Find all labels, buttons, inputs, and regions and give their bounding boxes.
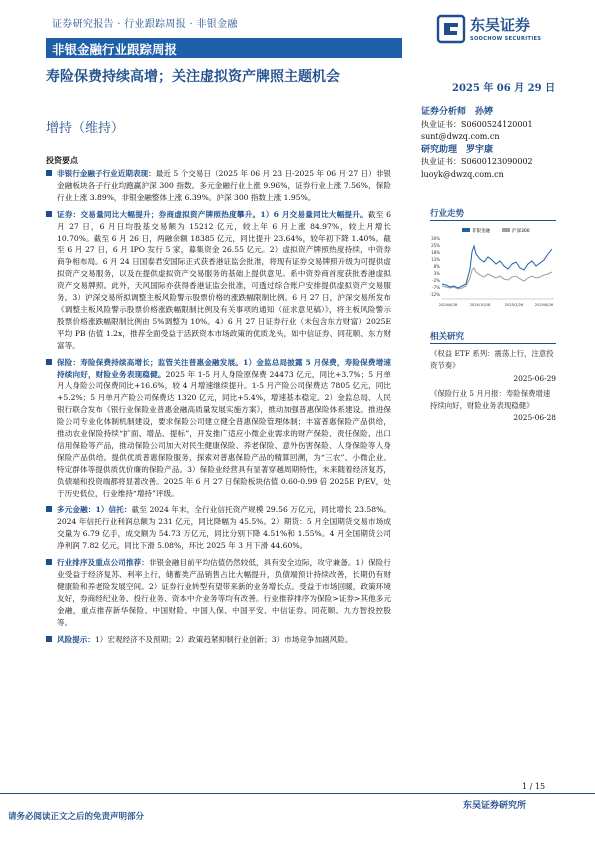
- ytick: 13%: [431, 257, 440, 262]
- invest-heading: 投资要点: [46, 155, 78, 165]
- ytick: 25%: [431, 243, 440, 248]
- point-lead: 风险提示：: [57, 634, 95, 644]
- xtick: 2025/6/26: [534, 303, 554, 307]
- point-lead: 行业排序及重点公司推荐：: [57, 558, 149, 568]
- point-insurance: [46, 357, 391, 500]
- divider: [430, 220, 556, 221]
- analyst-block: [421, 106, 561, 181]
- ytick: 18%: [431, 250, 440, 255]
- related-item[interactable]: [430, 348, 556, 385]
- point-performance: [46, 168, 391, 204]
- analyst-email[interactable]: sunt@dwzq.com.cn: [421, 132, 500, 141]
- ytick: 8%: [433, 264, 440, 269]
- series-nonbank-line: [442, 246, 552, 288]
- point-text: 截至 6 月 27 日，6 月日均股基交易额为 15212 亿元，较上年 6 月上涨 84.97%，较上月增长 10.70%。截至 6 月 26 日，两融余额 18385 亿元，同比提升 23.64%，较年初下降 1.40%。截至 6 月 27 日，6 月 IPO 发行 5 家，募集资金 26.55 亿元。2）虚拟资产牌照热度持续，中资券商争相布局。6 月 24 日国泰君安国际正式获香港证监会批准，将现有证券交易牌照升级为可提供虚拟资产交易服务，以及在提供虚拟资产交易服务的基础上提供意见。系中资券商首度获批香港虚拟资产交易牌照。此外，天风国际亦获得香港证监会批准，可透过综合账户安排提供虚拟资产交易服务。3）沪深交易所拟调整主板风险警示股票价格的涨跌幅限制比例。6 月 27 日，沪深交易所发布《调整主板风险警示股票价格涨跌幅限制比例及有关事项的通知（征求意见稿）》，将主板风险警示股票价格涨跌幅限制比例由 5%调整为 10%。4）6 月 27 日证券行业（未包含东方财富）2025E 平均 PB 估值 1.2x，推荐全面受益于活跃资本市场政策的优质龙头，如中信证券、同花顺、东方财富等。: [57, 209, 391, 350]
- logo-mark-icon: [436, 14, 466, 44]
- point-ranking: [46, 557, 391, 628]
- xtick: 2025/2/26: [504, 303, 524, 307]
- main-body: [46, 168, 391, 650]
- legend-swatch-2: [502, 228, 510, 232]
- xtick: 2024/6/28: [438, 303, 458, 307]
- legend-label-2: 沪深300: [512, 229, 530, 234]
- disclaimer: 请务必阅读正文之后的免责声明部分: [8, 812, 145, 822]
- assistant-license: 执业证书：S0600123090002: [421, 157, 533, 166]
- point-diversified: [46, 504, 391, 552]
- legend-label-1: 非银金融: [472, 229, 490, 234]
- rating: 增持（维持）: [46, 121, 125, 136]
- legend-swatch-1: [462, 228, 470, 232]
- bullet-icon: [46, 636, 52, 642]
- ytick: 30%: [431, 236, 440, 241]
- assistant-role: 研究助理 罗宇康: [421, 144, 494, 155]
- footer-divider: [0, 793, 595, 794]
- page-number: 1 / 15: [522, 782, 546, 791]
- report-date: 2025 年 06 月 29 日: [452, 83, 556, 94]
- related-item-title[interactable]: 《保险行业 5 月月报：寿险保费增速持续向好，财险业务表现稳健》: [430, 388, 551, 411]
- brand-logo: [436, 14, 556, 50]
- point-lead: 非银行金融子行业近期表现：: [57, 169, 156, 178]
- point-lead: 多元金融：1）信托：: [57, 505, 132, 515]
- bullet-icon: [46, 559, 52, 565]
- bullet-icon: [46, 211, 52, 217]
- point-securities: [46, 209, 391, 352]
- point-text: 非银金融目前平均估值仍然较低，具有安全边际，攻守兼备。1）保险行业受益于经济复苏、利率上行，储蓄类产品销售占比大幅提升，负债端预计持续改善，长期仍有财健康险和养老险发展空间。2）证券行业转型有望带来新的业务增长点。受益于市场回暖，政策环境友好，券商经纪业务、投行业务、资本中介业务等均有改善。行业推荐排序为保险>证券>其他多元金融，重点推荐新华保险、中国财险、中国人保、中国平安、中信证券、同花顺、九方智投控股等。: [57, 558, 392, 627]
- xtick: 2024/10/28: [469, 303, 491, 307]
- divider: [430, 343, 556, 344]
- brand-name: 东吴证券: [470, 16, 531, 34]
- point-text: 最近 5 个交易日（2025 年 06 月 23 日-2025 年 06 月 27 日）非银金融板块各子行业均跑赢沪深 300 指数。多元金融行业上涨 9.96%，证券行业上涨 7.56%，保险行业上涨 3.89%，非银金融整体上涨 6.39%。沪深 300 指数上涨 1.95%。: [57, 169, 392, 202]
- report-type-banner: [46, 38, 402, 58]
- report-type: 非银金融行业跟踪周报: [52, 42, 178, 57]
- related-item-title[interactable]: 《权益 ETF 系列：震荡上行，注意投资节奏》: [430, 349, 554, 371]
- report-headline: 寿险保费持续高增；关注虚拟资产牌照主题机会: [46, 69, 340, 85]
- related-item-date: 2025-06-28: [513, 413, 556, 423]
- trend-chart: [428, 224, 558, 312]
- related-item-date: 2025-06-29: [513, 373, 556, 383]
- ytick: -12%: [429, 292, 440, 297]
- breadcrumb: 证券研究报告 · 行业跟踪周报 · 非银金融: [52, 19, 238, 30]
- ytick: -7%: [432, 285, 440, 290]
- analyst-license: 执业证书：S0600524120001: [421, 119, 533, 129]
- series-csi300-line: [442, 268, 552, 289]
- point-lead: 证券：交易量同比大幅提升；券商虚拟资产牌照热度攀升。1）6 月交易量同比大幅提升。: [57, 209, 368, 219]
- point-text: 2025 年 1-5 月人身险原保费 24473 亿元，同比+3.7%；5 月单月人身险公司保费同比+16.6%，较 4 月增速继续提升。1-5 月产险公司保费达 7805 亿元，同比+5.2%；5 月单月产险公司保费达 1320 亿元，同比+5.4%，增速基本稳定。2）金监总局、人民银行联合发布《银行业保险业普惠金融高质量发展实施方案》，推动加强普惠保险体系建设。推进保险公司专业化体制机制建设，要求保险公司建立健全普惠保险管理体制；丰富普惠保险产品供给，推动农业保险持续“扩面、增品、提标”，开发推广适应小微企业需求的财产保险、责任保险、出口信用保险等产品，推动保险公司加大对民生健康保险、养老保险、意外伤害保险、人身保险等人身保险产品供给。提供优质普惠保险服务，探索对普惠保险产品的精算回溯，为“三农”、小微企业、特定群体等提供质优价廉的保险产品。3）保险业经营具有显著穿越周期特性，未来随着经济复苏，负债端和投资端都将显著改善。2025 年 6 月 27 日保险板块估值 0.60-0.99 倍 2025E P/EV，处于历史低位，行业维持“增持”评级。: [57, 369, 391, 498]
- footer-org: 东吴证券研究所: [463, 801, 527, 811]
- point-text: 1）宏观经济不及预期；2）政策趋紧抑制行业创新；3）市场竞争加剧风险。: [94, 634, 353, 644]
- point-lead: 保险：寿险保费持续高增长；监管关注普惠金融发展。1）金监总局披露 5 月保费，寿险保费增速持续向好，财险业务表现稳健。: [57, 357, 391, 379]
- brand-english: SOOCHOW SECURITIES: [470, 36, 542, 42]
- related-list: [430, 348, 556, 428]
- trend-title: 行业走势: [430, 209, 465, 219]
- bullet-icon: [46, 506, 52, 512]
- related-title: 相关研究: [430, 332, 465, 342]
- point-risk: [46, 634, 391, 646]
- ytick: 3%: [433, 271, 440, 276]
- bullet-icon: [46, 359, 52, 365]
- related-item[interactable]: [430, 388, 556, 425]
- point-text: 截至 2024 年末，全行业信托资产规模 29.56 万亿元，同比增长 23.58%。2024 年信托行业利润总额为 231 亿元，同比降幅为 45.5%。2）期货：5 月全国期货交易市场成交量为 6.79 亿手，成交额为 54.73 万亿元，同比分别下降 4.51%和 1.55%。4 月全国期货公司净利润 7.82 亿元，同比下滑 5.08%，环比 2025 年 3 月下滑 44.60%。: [57, 505, 391, 551]
- assistant-email[interactable]: luoyk@dwzq.com.cn: [421, 169, 504, 179]
- bullet-icon: [46, 170, 52, 176]
- analyst-role: 证券分析师 孙婷: [421, 107, 494, 117]
- ytick: -2%: [432, 278, 440, 283]
